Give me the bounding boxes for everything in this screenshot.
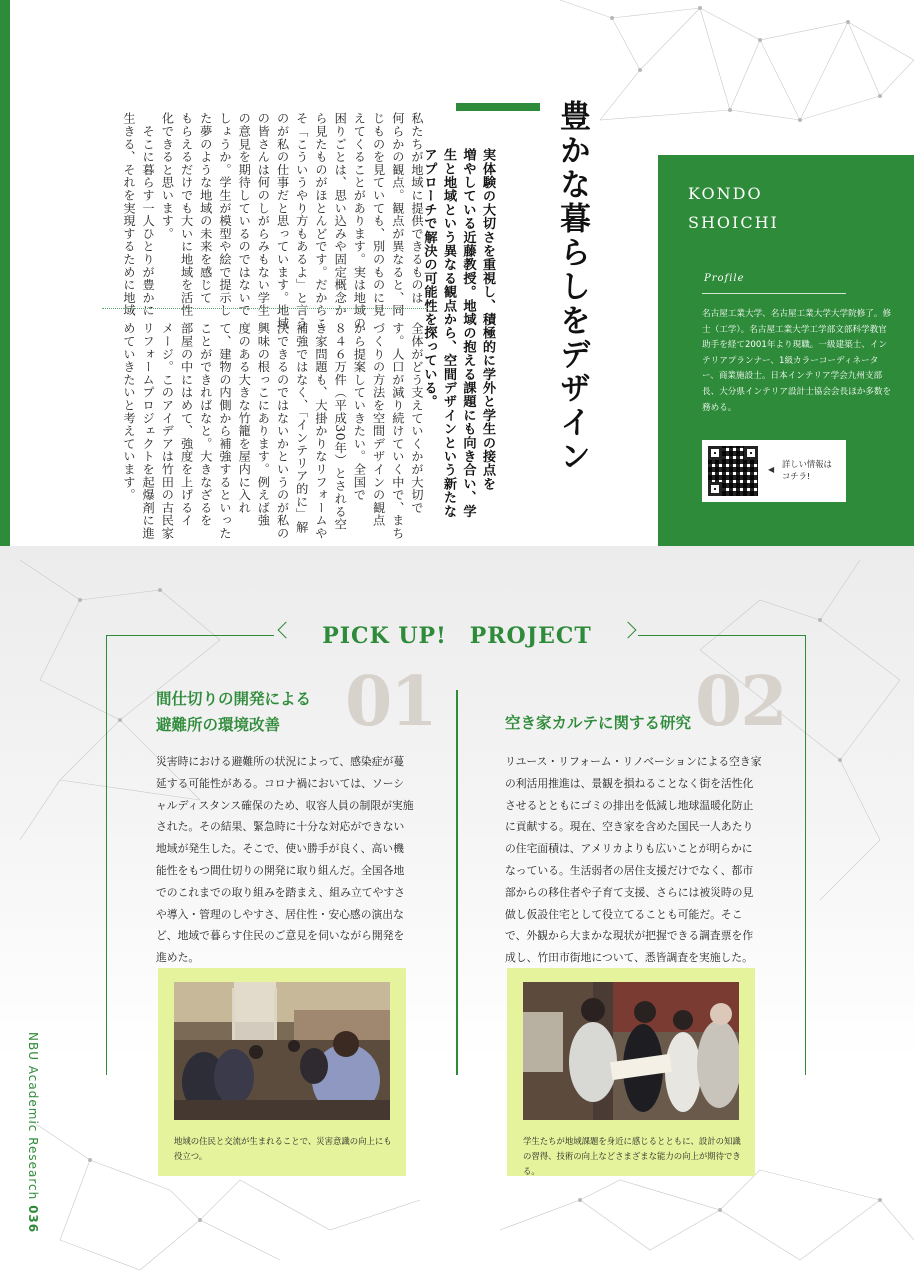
qr-caption: 詳しい情報は コチラ! <box>782 459 832 481</box>
profile-panel <box>658 155 914 546</box>
project-number-01: 01 <box>345 662 436 742</box>
project1-caption: 地域の住民と交流が生まれることで、災害意識の向上にも役立つ。 <box>174 1136 392 1161</box>
qr-code-icon[interactable] <box>708 446 758 496</box>
profile-rule <box>702 293 846 294</box>
project2-heading: 空き家カルテに関する研究 <box>505 714 692 732</box>
side-footer <box>26 1032 40 1233</box>
left-accent-bar <box>0 0 10 546</box>
article-body-upper: 私たちが地域に提供できるものは 何らかの観点。観点が異なると、同 じものを見ていても、別のものに見 えてくることがあります。実は地域の 困りごとは、思い込みや固定概念か ら見たものがほとんどです。だからこ そ「こういうやり方もあるよ」と言う のが私の仕事だと思っています。地域 の皆さんは何のしがらみもない学生 の意見を期待しているのではないで しょうか。学生が模型や絵で提示し た夢のような地域の未来を感じて もらえるだけでも大いに地域を活性 化できると思います。 そこに暮らす一人ひとりが豊かに 生きる、それを実現するために地域 <box>121 112 424 330</box>
qr-box[interactable] <box>702 440 846 502</box>
title-accent-rule <box>456 103 540 111</box>
project2-caption: 学生たちが地域課題を身近に感じるとともに、設計の知識の習得、技術の向上などさまざまな能力の向上が期待できる。 <box>523 1136 741 1176</box>
profile-name: KONDO SHOICHI <box>688 184 779 232</box>
column-divider <box>456 690 458 1075</box>
publication-name: NBU Academic Research <box>26 1032 40 1201</box>
project1-photo-card <box>158 968 406 1176</box>
project2-body: リユース・リフォーム・リノベーションによる空き家の利活用推進は、景観を損ねることなく街を活性化させるとともにゴミの排出を低減し地球温暖化防止に貢献する。現在、空き家を含めた国民一人あたりの住宅面積は、アメリカよりも広いことが明らかになっている。生活弱者の居住支援だけでなく、都市部からの移住者や子育て支援、さらには被災時の見做し仮設住宅として役立てることも可能だ。そこで、外観から大まかな現状が把握できる調査票を作成し、竹田市街地について、悉皆調査を実施した。 <box>505 755 762 965</box>
profile-label: Profile <box>704 273 745 284</box>
project-number-02: 02 <box>695 662 786 742</box>
project2-photo <box>523 982 739 1120</box>
page-number: 036 <box>26 1205 40 1234</box>
project1-photo <box>174 982 390 1120</box>
triangle-left-icon: ◀ <box>768 465 775 474</box>
project1-body: 災害時における避難所の状況によって、感染症が蔓延する可能性がある。コロナ禍においては、ソーシャルディスタンス確保のため、収容人員の制限が実施された。その結果、緊急時に十分な対応ができない地域が発生した。そこで、使い勝手が良く、高い機能性をもつ間仕切りの開発に取り組んだ。全国各地でのこれまでの取り組みを踏まえ、組み立てやすさや導入・管理のしやすさ、居住性・安心感の演出など、地域で暮らす住民のご意見を伺いながら開発を進めた。 <box>156 755 414 965</box>
pickup-title: PICK UP! PROJECT <box>322 623 592 649</box>
dotted-divider <box>102 308 428 309</box>
article-body-lower: 全体がどう支えていくかが大切で す。人口が減り続けていく中で、まち づくりの方法を空間デザインの観点 から提案していきたい。全国で ８４６万件（平成30年）とされる空 き家問題も、大掛かりなリフォームや 補強ではなく、「インテリア的に」解 決できるのではないかというのが私の 興味の根っこにあります。例えば強 度のある大きな竹籠を屋内に入れ て、建物の内側から補強するといった ことができればなと。大きなざるを 部屋の中にはめて、強度を上げるイ メージ。このアイデアは竹田の古民家 リフォームプロジェクトを起爆剤に進 めていきたいと考えています。 <box>121 322 424 540</box>
project1-heading: 間仕切りの開発による 避難所の環境改善 <box>156 690 312 734</box>
article-title: 豊かな暮らしをデザイン <box>554 100 590 474</box>
profile-text: 名古屋工業大学、名古屋工業大学大学院修了。修士（工学）。名古屋工業大学工学部文部科学教官助手を経て2001年より現職。一級建築士、インテリアプランナー、1級カラーコーディネーター、商業施設士。日本インテリア学会九州支部長、大分県インテリア設計士協会会長ほか多数を務める。 <box>702 309 892 413</box>
project2-photo-card <box>507 968 755 1176</box>
article-lead: 実体験の大切さを重視し、積極的に学外と学生の接点を 増やしている近藤教授。地域の抱える課題にも向き合い、学 生と地域という異なる観点から、空間デザインという新たな アプローチで解決の可能性を探っている。 <box>421 148 495 518</box>
